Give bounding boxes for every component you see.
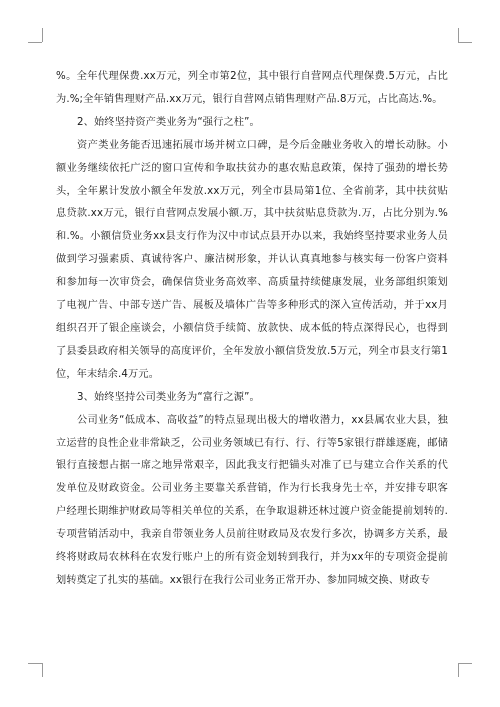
crop-mark-top-left-h bbox=[28, 42, 42, 43]
document-body bbox=[56, 66, 448, 593]
crop-mark-bottom-right-h bbox=[458, 663, 472, 664]
heading-asset-business: 2、始终坚持资产类业务为“强行之柱”。 bbox=[77, 116, 260, 128]
crop-mark-bottom-right-v bbox=[458, 663, 459, 677]
crop-mark-top-right-h bbox=[458, 42, 472, 43]
crop-mark-bottom-left-h bbox=[28, 663, 42, 664]
paragraph-corporate-business: 公司业务“低成本、高收益”的特点显现出极大的增收潜力，xx县属农业大县，独立运营的良性企业非常缺乏，公司业务领域已有行、行、行等5家银行群雄逐鹿，邮储银行直接想占据一席之地异常艰辛，因此我支行把锚头对准了已与建立合作关系的代发单位及财政资金。公司业务主要靠关系营销，作为行长我身先士卒，并安排专职客户经理长期维护财政局等相关单位的关系，在争取退耕还林过渡户资金能提前划转的.专项营销活动中，我亲自带领业务人员前往财政局及农发行多次，协调多方关系，最终将财政局农林科在农发行账户上的所有资金划转到我行，并为xx年的专项资金提前划转奠定了扎实的基础。xx银行在我行公司业务正常开办、参加同城交换、财政专 bbox=[56, 414, 448, 586]
paragraph-insurance-summary: %。全年代理保费.xx万元，列全市第2位，其中银行自营网点代理保费.5万元，占比为.%;全年销售理财产品.xx万元，银行自营网点销售理财产品.8万元，占比高达.%。 bbox=[56, 71, 448, 105]
crop-mark-bottom-left-v bbox=[42, 663, 43, 677]
paragraph-asset-business: 资产类业务能否迅速拓展市场并树立口碑，是今后金融业务收入的增长动脉。小额业务继续依托广泛的窗口宣传和争取扶贫办的惠农贴息政策，保持了强劲的增长势头，全年累计发放小额全年发放.xx万元，列全市县局第1位、全省前茅，其中扶贫贴息贷款.xx万元，银行自营网点发展小额.万，其中扶贫贴息贷款为.万，占比分别为.%和.%。小额信贷业务xx县支行作为汉中市试点县开办以来，我始终坚持要求业务人员做到学习强素质、真诚待客户、廉洁树形象，并认认真真地参与核实每一份客户资料和参加每一次审贷会，确保信贷业务高效率、高质量持续健康发展，业务部组织策划了电视广告、中部专送广告、展板及墙体广告等多种形式的深入宣传活动，并于xx月组织召开了银企座谈会，小额信贷手续简、放款快、成本低的特点深得民心，也得到了县委县政府相关领导的高度评价，全年发放小额信贷发放.5万元，列全市县支行第1位，年末结余.4万元。 bbox=[56, 139, 448, 380]
crop-mark-top-right-v bbox=[458, 28, 459, 42]
crop-mark-top-left-v bbox=[42, 28, 43, 42]
heading-corporate-business: 3、始终坚持公司类业务为“富行之源”。 bbox=[77, 391, 260, 403]
